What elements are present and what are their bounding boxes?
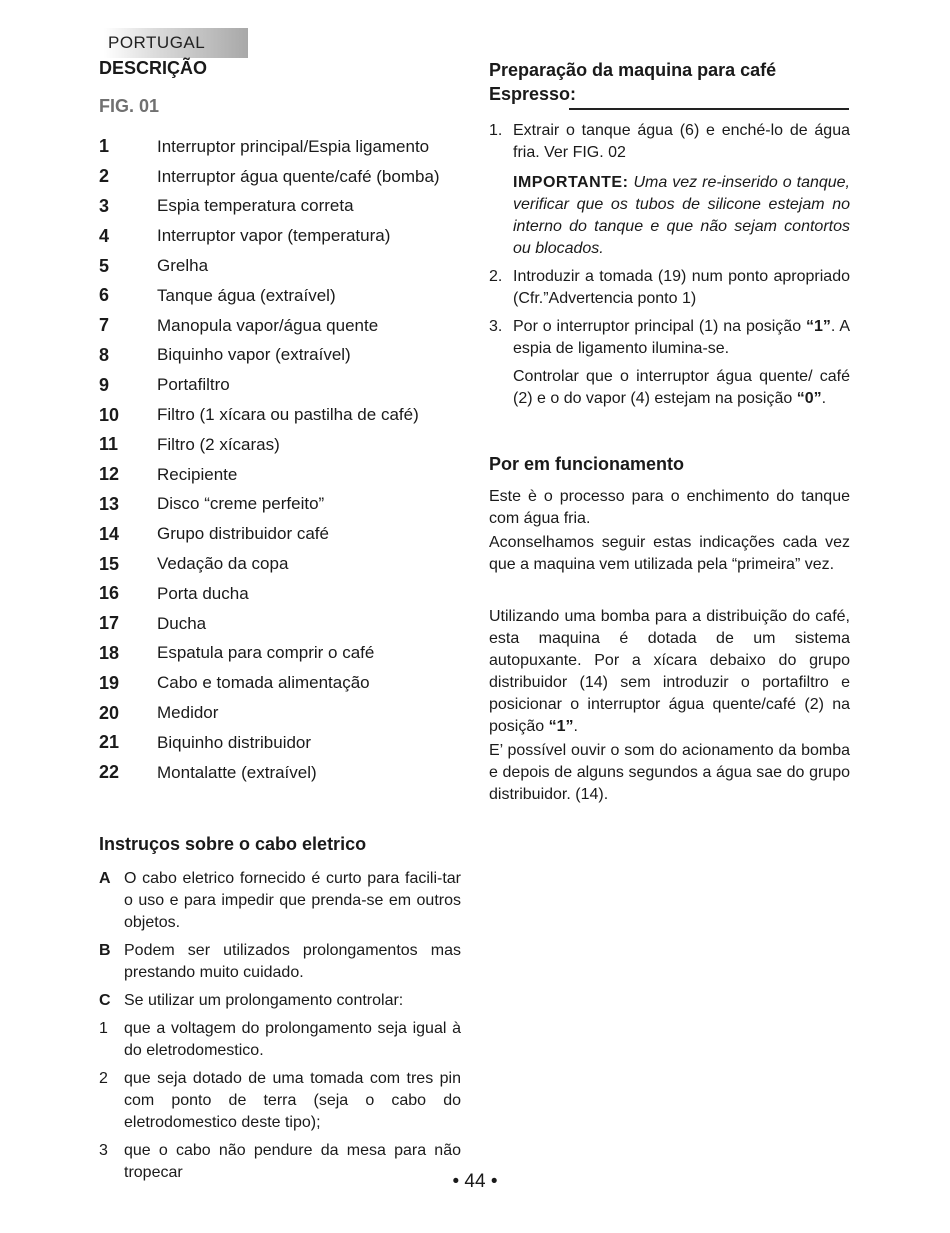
instruction-key: B xyxy=(99,941,111,959)
part-label: Grupo distribuidor café xyxy=(157,524,329,544)
part-label: Interruptor água quente/café (bomba) xyxy=(157,166,440,186)
part-item xyxy=(99,549,461,579)
part-label: Espia temperatura correta xyxy=(157,196,354,216)
part-label: Cabo e tomada alimentação xyxy=(157,673,370,693)
part-label: Recipiente xyxy=(157,464,238,484)
part-label: Interruptor principal/Espia ligamento xyxy=(157,136,430,156)
part-number: 1 xyxy=(99,136,110,157)
part-item xyxy=(99,430,461,460)
important-note xyxy=(513,172,850,260)
part-number: 16 xyxy=(99,583,120,604)
figure-reference: FIG. 01 xyxy=(99,96,160,116)
step-number: 3. xyxy=(489,318,503,335)
part-item xyxy=(99,609,461,639)
part-number: 11 xyxy=(99,434,119,455)
instruction-text: que o cabo não pendure da mesa para não tropecar xyxy=(124,1141,461,1181)
part-number: 12 xyxy=(99,464,120,485)
part-item xyxy=(99,698,461,728)
part-number: 4 xyxy=(99,225,110,246)
part-item xyxy=(99,162,461,192)
preparation-steps xyxy=(489,120,850,410)
instruction-key: 1 xyxy=(99,1019,108,1037)
operation-paragraph-2: Aconselhamos seguir estas indicações cada vez que a maquina vem utilizada pela “primeira” vez. xyxy=(489,534,850,573)
part-label: Biquinho distribuidor xyxy=(157,732,312,752)
part-number: 14 xyxy=(99,523,120,544)
cable-instruction xyxy=(99,1068,461,1134)
part-label: Disco “creme perfeito” xyxy=(157,494,325,514)
section-title-preparation xyxy=(489,58,850,106)
title-line-2: Espresso: xyxy=(489,84,577,104)
part-item xyxy=(99,281,461,311)
part-number: 5 xyxy=(99,255,110,276)
part-item xyxy=(99,251,461,281)
step-text: Introduzir a tomada (19) num ponto apropriado (Cfr.”Advertencia ponto 1) xyxy=(513,268,850,307)
part-number: 8 xyxy=(99,344,110,365)
cable-instructions xyxy=(99,868,461,1184)
part-label: Medidor xyxy=(157,703,219,723)
part-label: Interruptor vapor (temperatura) xyxy=(157,226,391,246)
instruction-text: Podem ser utilizados prolongamentos mas prestando muito cuidado. xyxy=(124,941,461,981)
part-number: 13 xyxy=(99,493,120,514)
step-3 xyxy=(489,316,850,360)
instruction-text: que a voltagem do prolongamento seja igual à do eletrodomestico. xyxy=(124,1019,461,1059)
instruction-key: 2 xyxy=(99,1069,108,1087)
part-number: 10 xyxy=(99,404,120,425)
part-label: Portafiltro xyxy=(157,375,230,395)
part-label: Filtro (1 xícara ou pastilha de café) xyxy=(157,405,419,425)
part-item xyxy=(99,460,461,490)
part-label: Porta ducha xyxy=(157,583,249,603)
part-item xyxy=(99,311,461,341)
part-item xyxy=(99,132,461,162)
part-number: 6 xyxy=(99,285,110,306)
section-title-descricao: DESCRIÇÃO xyxy=(99,58,208,78)
left-column xyxy=(99,56,461,1190)
part-label: Tanque água (extraível) xyxy=(157,285,336,305)
part-number: 3 xyxy=(99,195,110,216)
language-tab xyxy=(104,28,248,58)
part-number: 18 xyxy=(99,642,120,663)
part-item xyxy=(99,490,461,520)
part-number: 9 xyxy=(99,374,110,395)
title-line-1: Preparação da maquina para café xyxy=(489,60,777,80)
section-title-operation: Por em funcionamento xyxy=(489,454,685,474)
cable-instruction xyxy=(99,868,461,934)
part-number: 19 xyxy=(99,672,120,693)
part-label: Grelha xyxy=(157,256,209,276)
step-text: Extrair o tanque água (6) e enché-lo de água fria. Ver FIG. 02 xyxy=(513,122,850,161)
part-number: 21 xyxy=(99,732,120,753)
operation-paragraph-1: Este è o processo para o enchimento do tanque com água fria. xyxy=(489,488,850,527)
section-title-cable: Instruços sobre o cabo eletrico xyxy=(99,833,367,854)
part-label: Vedação da copa xyxy=(157,554,289,574)
part-item xyxy=(99,341,461,371)
operation-paragraph-4: E’ possível ouvir o som do acionamento da bomba e depois de alguns segundos a água sae do grupo distribuidor. (14). xyxy=(489,742,850,803)
right-column xyxy=(489,56,850,808)
part-item xyxy=(99,519,461,549)
part-item xyxy=(99,758,461,788)
cable-instruction xyxy=(99,940,461,984)
page-number: • 44 • xyxy=(452,1171,498,1192)
part-item xyxy=(99,400,461,430)
instruction-text: Se utilizar um prolongamento controlar: xyxy=(124,991,404,1009)
part-label: Ducha xyxy=(157,613,207,633)
cable-instruction xyxy=(99,1018,461,1062)
step-number: 1. xyxy=(489,122,503,139)
operation-paragraph-3: Utilizando uma bomba para a distribuição do café, esta maquina é dotada de um sistema autopuxante. Por a xícara debaixo do grupo distribuidor (14) sem introduzir o portafiltro e posicionar o interruptor água quente/café (2) na posição “1”. xyxy=(489,608,850,735)
step-2 xyxy=(489,266,850,310)
part-number: 20 xyxy=(99,702,120,723)
parts-list xyxy=(99,132,461,788)
part-number: 2 xyxy=(99,166,110,187)
part-label: Filtro (2 xícaras) xyxy=(157,434,280,454)
instruction-text: que seja dotado de uma tomada com tres pin com ponto de terra (seja o cabo do eletrodomestico deste tipo); xyxy=(124,1069,461,1131)
instruction-key: A xyxy=(99,869,111,887)
part-number: 17 xyxy=(99,613,120,634)
step-1 xyxy=(489,120,850,164)
step-text: Por o interruptor principal (1) na posição “1”. A espia de ligamento ilumina-se. xyxy=(513,318,851,357)
part-item xyxy=(99,221,461,251)
language-label: PORTUGAL xyxy=(108,33,206,52)
operation-text xyxy=(489,486,850,806)
step-number: 2. xyxy=(489,268,503,285)
control-note: Controlar que o interruptor água quente/ café (2) e o do vapor (4) estejam na posição “0”. xyxy=(513,368,850,407)
important-text: Uma vez re-inserido o tanque, verificar que os tubos de silicone estejam no interno do tanque e que não sejam contortos ou blocados. xyxy=(513,174,851,257)
part-item xyxy=(99,579,461,609)
part-item xyxy=(99,668,461,698)
part-item xyxy=(99,192,461,222)
part-number: 7 xyxy=(99,315,110,336)
instruction-key: 3 xyxy=(99,1141,108,1159)
part-number: 15 xyxy=(99,553,120,574)
part-number: 22 xyxy=(99,762,120,783)
part-item xyxy=(99,728,461,758)
part-label: Biquinho vapor (extraível) xyxy=(157,345,351,365)
part-item xyxy=(99,639,461,669)
cable-instruction xyxy=(99,990,461,1012)
instruction-key: C xyxy=(99,991,111,1009)
part-label: Manopula vapor/água quente xyxy=(157,315,379,335)
title-underline xyxy=(569,108,849,110)
part-label: Montalatte (extraível) xyxy=(157,762,317,782)
part-label: Espatula para comprir o café xyxy=(157,643,375,663)
part-item xyxy=(99,370,461,400)
important-label: IMPORTANTE: xyxy=(513,174,629,191)
instruction-text: O cabo eletrico fornecido é curto para facili-tar o uso e para impedir que prenda-se em outros objetos. xyxy=(124,869,461,931)
